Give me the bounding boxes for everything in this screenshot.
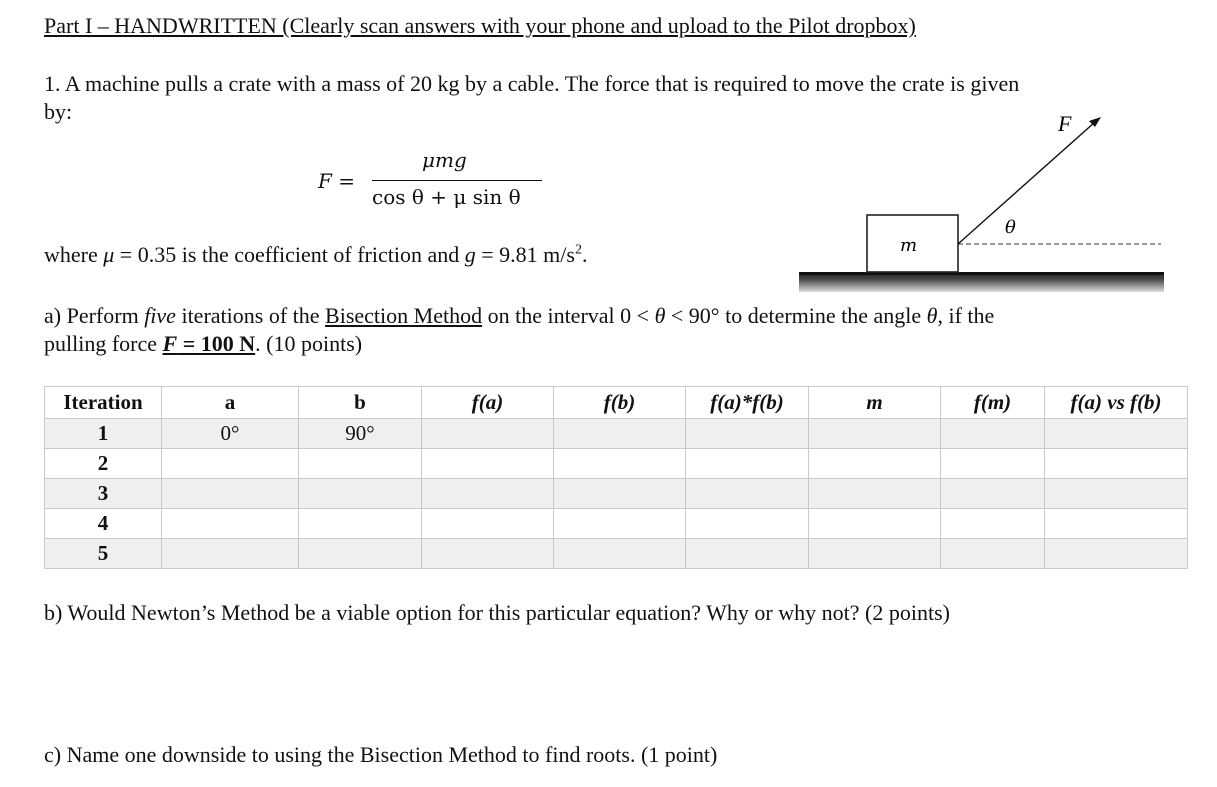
part-a-t5: on the interval 0 < [482, 303, 655, 328]
header-b: b [299, 387, 422, 419]
cell-a [162, 539, 299, 569]
cell-fb [554, 449, 686, 479]
formula-numerator: μmg [422, 148, 467, 172]
cell-m [809, 479, 941, 509]
table-row [45, 479, 1188, 509]
part-a-five: five [144, 303, 176, 328]
cell-m [809, 509, 941, 539]
mu-symbol: μ [103, 242, 115, 267]
cell-b [299, 479, 422, 509]
table-row [45, 509, 1188, 539]
cell-fa-fb [686, 449, 809, 479]
cell-b [299, 539, 422, 569]
part-a-l2a: pulling force [44, 331, 163, 356]
crate-diagram-svg [795, 110, 1170, 300]
cell-fa-fb [686, 539, 809, 569]
cell-fa [422, 449, 554, 479]
cell-fb [554, 509, 686, 539]
where-prefix: where [44, 242, 104, 267]
cell-m [809, 449, 941, 479]
cell-a [162, 479, 299, 509]
cell-b [299, 509, 422, 539]
table-row [45, 449, 1188, 479]
cell-a [162, 449, 299, 479]
g-symbol: g [464, 242, 476, 267]
force-formula [318, 148, 538, 218]
part-a-t9: , if the [937, 303, 995, 328]
header-fb: f(b) [554, 387, 686, 419]
cell-fa-fb [686, 419, 809, 449]
problem-intro-line2: by: [44, 99, 73, 124]
cell-fm [941, 449, 1045, 479]
part-b-question: b) Would Newton’s Method be a viable option for this particular equation? Why or why not? (2 points) [44, 600, 950, 625]
header-fa-times-fb: f(a)*f(b) [686, 387, 809, 419]
table-row [45, 419, 1188, 449]
bisection-method-term: Bisection Method [325, 303, 483, 328]
part-a-t7: < 90° to determine the angle [665, 303, 927, 328]
part-a-t3: iterations of the [175, 303, 326, 328]
table-row [45, 539, 1188, 569]
theta-symbol-2: θ [926, 303, 938, 328]
header-fm: f(m) [941, 387, 1045, 419]
fraction-bar [372, 180, 542, 181]
part-a-line1 [44, 303, 994, 329]
cell-compare [1045, 539, 1188, 569]
ground-line [799, 272, 1164, 275]
mu-text: = 0.35 is the coefficient of friction and [114, 242, 465, 267]
part-a-line2 [44, 331, 362, 357]
mass-label: m [900, 235, 918, 256]
force-value-bold: = 100 N [177, 331, 256, 356]
part-a-l2d: . (10 points) [255, 331, 363, 356]
cell-fa-fb [686, 479, 809, 509]
part-c-question: c) Name one downside to using the Bisection Method to find roots. (1 point) [44, 742, 718, 767]
iteration-number: 2 [45, 449, 162, 479]
cell-compare [1045, 479, 1188, 509]
force-vector-line [958, 122, 1095, 244]
bisection-table [44, 386, 1188, 569]
formula-denominator: cos θ + μ sin θ [372, 185, 521, 209]
cell-m [809, 419, 941, 449]
constants-line [44, 242, 587, 268]
cell-fm [941, 539, 1045, 569]
cell-fb [554, 479, 686, 509]
cell-fa [422, 479, 554, 509]
cell-fm [941, 509, 1045, 539]
formula-lhs: F = [318, 169, 355, 193]
header-m: m [809, 387, 941, 419]
header-fa-vs-fb: f(a) vs f(b) [1045, 387, 1188, 419]
part-a-t1: a) Perform [44, 303, 145, 328]
header-a: a [162, 387, 299, 419]
cell-fm [941, 419, 1045, 449]
cell-fa [422, 539, 554, 569]
cell-fb [554, 539, 686, 569]
iteration-number: 3 [45, 479, 162, 509]
cell-compare [1045, 449, 1188, 479]
cell-fm [941, 479, 1045, 509]
force-label: F [1058, 111, 1072, 136]
cell-b [299, 449, 422, 479]
crate-diagram [795, 110, 1170, 300]
theta-symbol: θ [654, 303, 666, 328]
g-exponent: 2 [574, 242, 582, 258]
cell-fb [554, 419, 686, 449]
header-fa: f(a) [422, 387, 554, 419]
cell-compare [1045, 419, 1188, 449]
problem-intro-line1: 1. A machine pulls a crate with a mass of 20 kg by a cable. The force that is required to move the crate is given [44, 71, 1020, 96]
cell-fa [422, 509, 554, 539]
cell-b: 90° [299, 419, 422, 449]
cell-compare [1045, 509, 1188, 539]
part-title: Part I – HANDWRITTEN (Clearly scan answers with your phone and upload to the Pilot dropbox) [44, 13, 916, 38]
g-end: . [581, 242, 588, 267]
iteration-number: 4 [45, 509, 162, 539]
cell-a: 0° [162, 419, 299, 449]
cell-m [809, 539, 941, 569]
cell-a [162, 509, 299, 539]
force-symbol-bold: F [162, 331, 178, 356]
table-header-row [45, 387, 1188, 419]
cell-fa-fb [686, 509, 809, 539]
g-text: = 9.81 m/s [475, 242, 575, 267]
header-iteration: Iteration [45, 387, 162, 419]
angle-label: θ [1005, 217, 1016, 238]
iteration-number: 1 [45, 419, 162, 449]
iteration-number: 5 [45, 539, 162, 569]
cell-fa [422, 419, 554, 449]
